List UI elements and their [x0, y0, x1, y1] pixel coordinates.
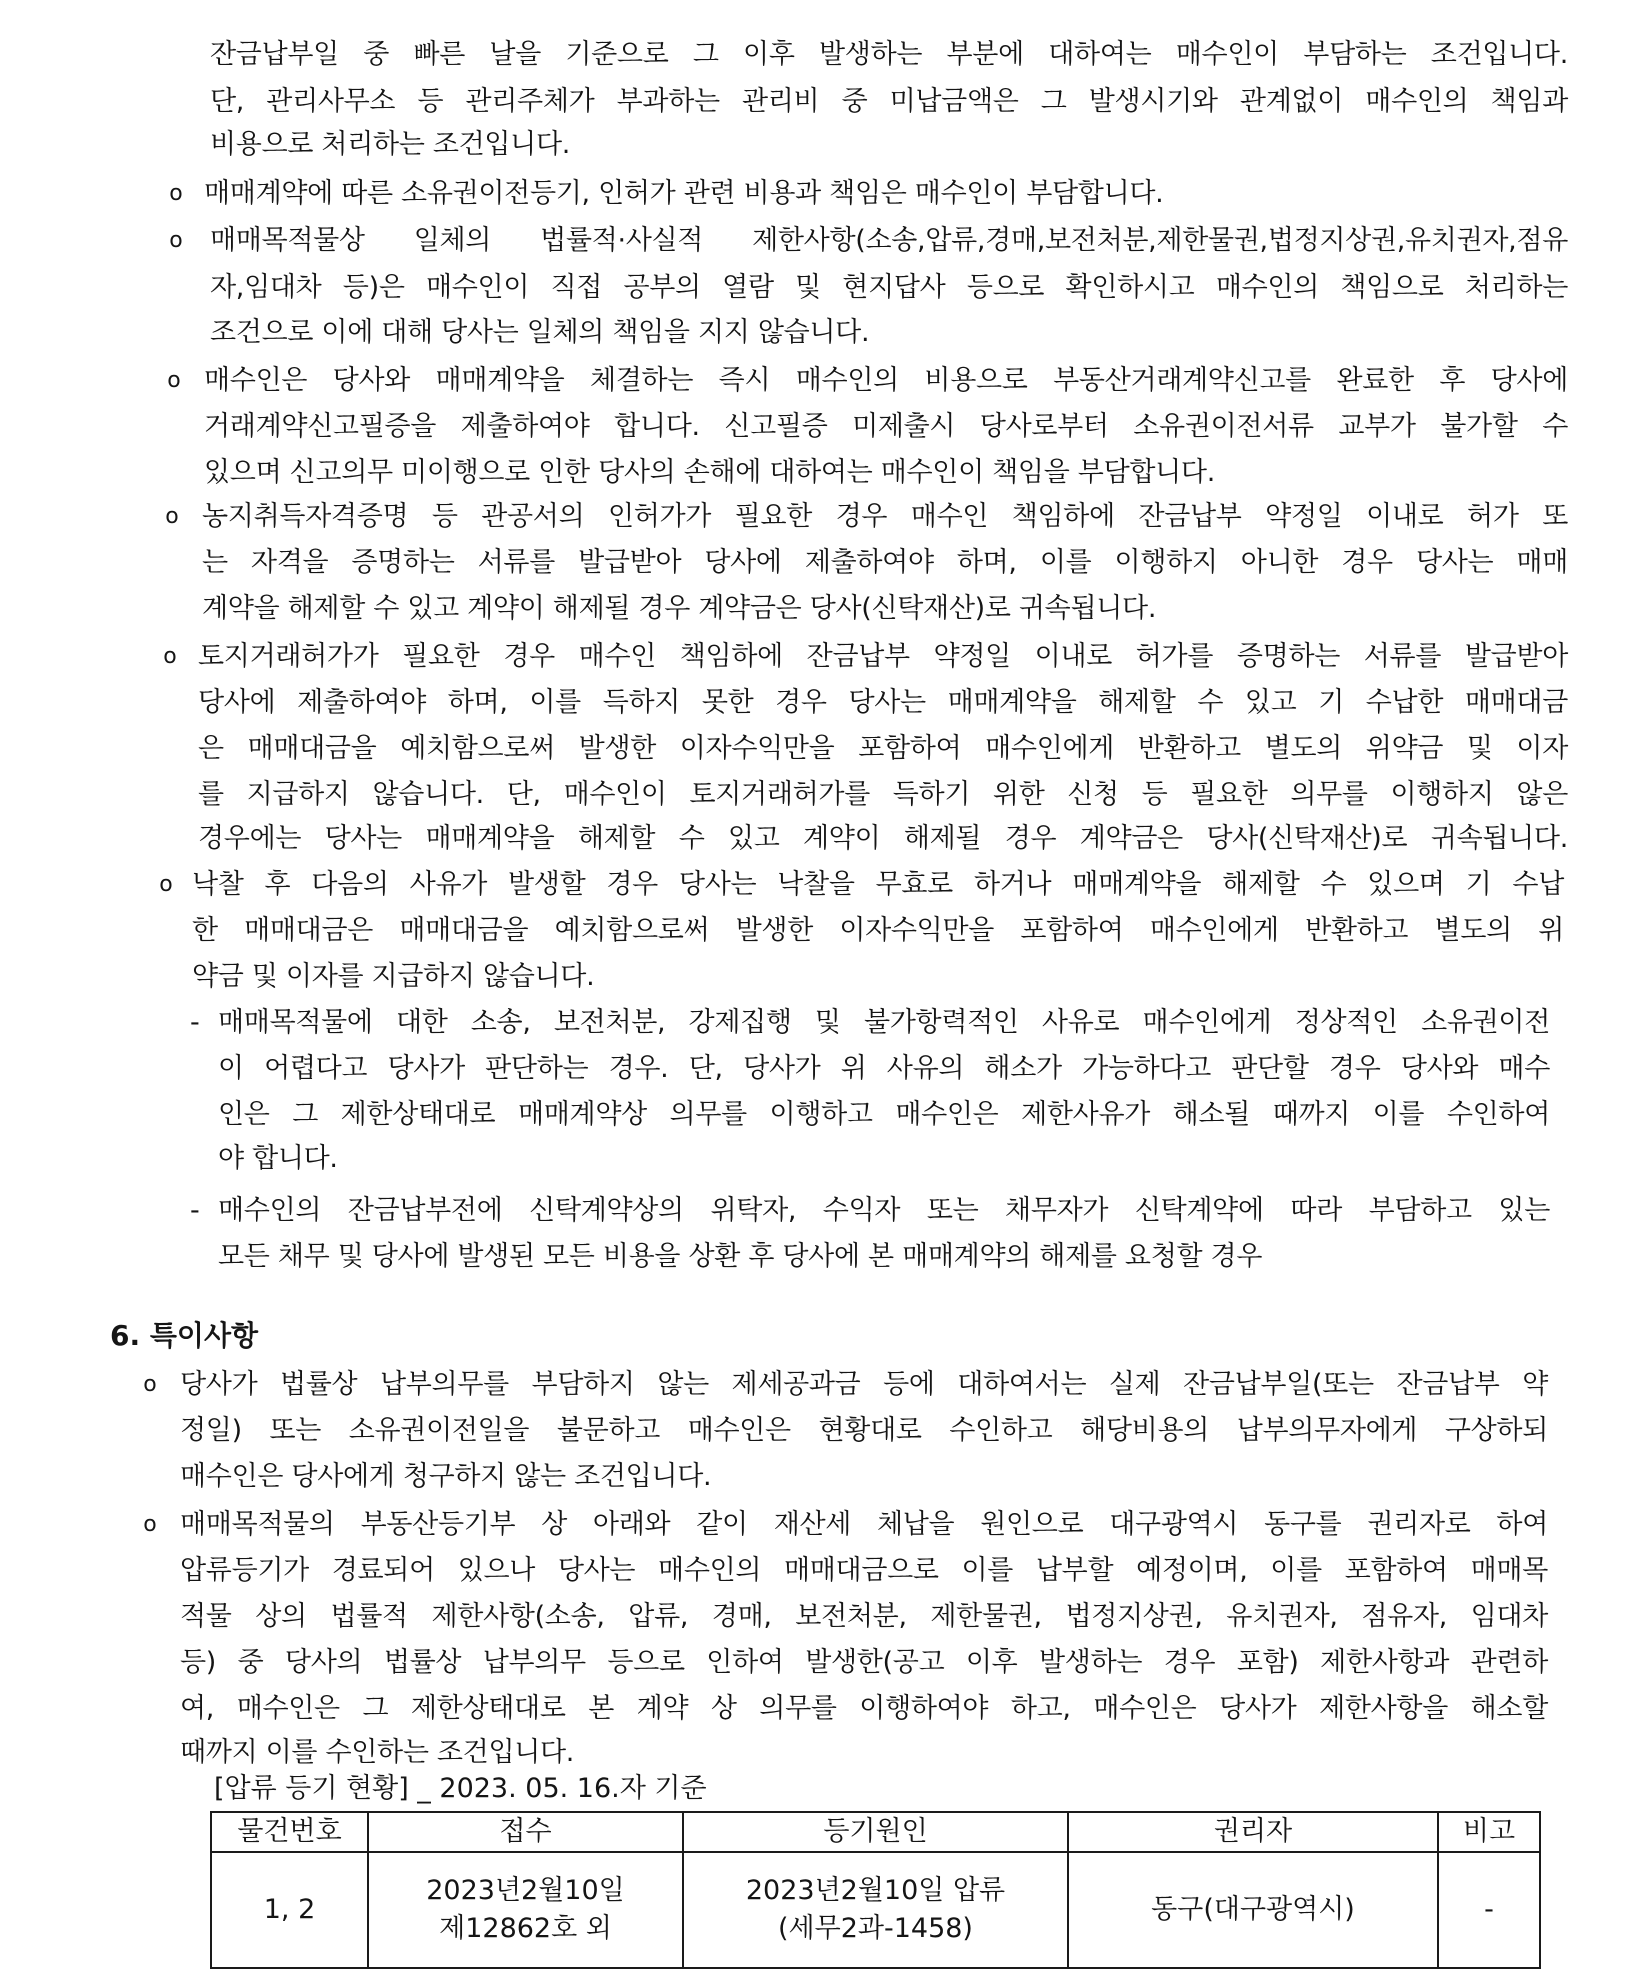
special-clause-line: 매매목적물의 부동산등기부 상 아래와 같이 재산세 체납을 원인으로 대구광역시 동구를 권리자로 하여 [180, 1509, 1548, 1540]
cell-note: - [1438, 1852, 1540, 1968]
cell-holder: 동구(대구광역시) [1068, 1852, 1438, 1968]
table-caption: [압류 등기 현황] _ 2023. 05. 16.자 기준 [214, 1773, 707, 1804]
clause-line: 은 매매대금을 예치함으로써 발생한 이자수익만을 포함하여 매수인에게 반환하고 별도의 위약금 및 이자 [198, 733, 1568, 764]
clause-line: 거래계약신고필증을 제출하여야 합니다. 신고필증 미제출시 당사로부터 소유권이전서류 교부가 불가할 수 [204, 411, 1568, 442]
special-clause-line: 때까지 이를 수인하는 조건입니다. [180, 1737, 575, 1768]
cell-receipt-date: 2023년2월10일 [426, 1875, 625, 1906]
clause-line: 있으며 신고의무 미이행으로 인한 당사의 손해에 대하여는 매수인이 책임을 부담합니다. [204, 457, 1215, 488]
bullet-marker: o [169, 181, 183, 206]
clause-line: 경우에는 당사는 매매계약을 해제할 수 있고 계약이 해제될 경우 계약금은 당사(신탁재산)로 귀속됩니다. [198, 823, 1568, 854]
clause-line: 매매목적물상 일체의 법률적·사실적 제한사항(소송,압류,경매,보전처분,제한물권,법정지상권,유치권자,점유 [210, 225, 1568, 256]
dash-marker: - [190, 1007, 200, 1038]
sub-item-line: 이 어렵다고 당사가 판단하는 경우. 단, 당사가 위 사유의 해소가 가능하다고 판단할 경우 당사와 매수 [218, 1053, 1550, 1084]
clause-line: 조건으로 이에 대해 당사는 일체의 책임을 지지 않습니다. [210, 317, 870, 348]
clause-line: 자,임대차 등)은 매수인이 직접 공부의 열람 및 현지답사 등으로 확인하시고 매수인의 책임으로 처리하는 [210, 272, 1568, 303]
clause-line: 농지취득자격증명 등 관공서의 인허가가 필요한 경우 매수인 책임하에 잔금납부 약정일 이내로 허가 또 [202, 501, 1568, 532]
bullet-marker: o [165, 504, 179, 529]
column-header-item-no: 물건번호 [211, 1812, 368, 1852]
special-clause-line: 적물 상의 법률적 제한사항(소송, 압류, 경매, 보전처분, 제한물권, 법정지상권, 유치권자, 점유자, 임대차 [180, 1601, 1548, 1632]
section-heading: 6. 특이사항 [110, 1319, 259, 1352]
cell-cause-reference: (세무2과-1458) [778, 1913, 973, 1944]
special-clause-line: 등) 중 당사의 법률상 납부의무 등으로 인하여 발생한(공고 이후 발생하는 경우 포함) 제한사항과 관련하 [180, 1647, 1548, 1678]
bullet-marker: o [143, 1372, 157, 1397]
column-header-cause: 등기원인 [683, 1812, 1068, 1852]
bullet-marker: o [159, 872, 173, 897]
cell-receipt [368, 1852, 683, 1968]
cell-item-no: 1, 2 [211, 1852, 368, 1968]
clause-line: 계약을 해제할 수 있고 계약이 해제될 경우 계약금은 당사(신탁재산)로 귀속됩니다. [202, 593, 1157, 624]
clause-line: 는 자격을 증명하는 서류를 발급받아 당사에 제출하여야 하며, 이를 이행하지 아니한 경우 당사는 매매 [202, 547, 1568, 578]
sub-item-line: 매수인의 잔금납부전에 신탁계약상의 위탁자, 수익자 또는 채무자가 신탁계약에 따라 부담하고 있는 [218, 1195, 1550, 1226]
clause-line: 매수인은 당사와 매매계약을 체결하는 즉시 매수인의 비용으로 부동산거래계약신고를 완료한 후 당사에 [204, 365, 1568, 396]
special-clause-line: 당사가 법률상 납부의무를 부담하지 않는 제세공과금 등에 대하여서는 실제 잔금납부일(또는 잔금납부 약 [180, 1369, 1548, 1400]
special-clause-line: 매수인은 당사에게 청구하지 않는 조건입니다. [180, 1461, 712, 1492]
sub-item-line: 모든 채무 및 당사에 발생된 모든 비용을 상환 후 당사에 본 매매계약의 해제를 요청할 경우 [218, 1241, 1263, 1272]
clause-line: 낙찰 후 다음의 사유가 발생할 경우 당사는 낙찰을 무효로 하거나 매매계약을 해제할 수 있으며 기 수납 [192, 869, 1564, 900]
sub-item-line: 인은 그 제한상태대로 매매계약상 의무를 이행하고 매수인은 제한사유가 해소될 때까지 이를 수인하여 [218, 1099, 1550, 1130]
special-clause-line: 압류등기가 경료되어 있으나 당사는 매수인의 매매대금으로 이를 납부할 예정이며, 이를 포함하여 매매목 [180, 1555, 1548, 1586]
bullet-marker: o [167, 368, 181, 393]
cell-receipt-number: 제12862호 외 [439, 1913, 612, 1944]
bullet-marker: o [169, 228, 183, 253]
table-header-row [211, 1812, 1540, 1852]
column-header-note: 비고 [1438, 1812, 1540, 1852]
sub-item-line: 야 합니다. [218, 1143, 338, 1174]
special-clause-line: 여, 매수인은 그 제한상태대로 본 계약 상 의무를 이행하여야 하고, 매수인은 당사가 제한사항을 해소할 [180, 1693, 1548, 1724]
seizure-registry-table [210, 1811, 1541, 1969]
continuation-line: 비용으로 처리하는 조건입니다. [210, 129, 571, 160]
sub-item-line: 매매목적물에 대한 소송, 보전처분, 강제집행 및 불가항력적인 사유로 매수인에게 정상적인 소유권이전 [218, 1007, 1550, 1038]
continuation-line: 단, 관리사무소 등 관리주체가 부과하는 관리비 중 미납금액은 그 발생시기와 관계없이 매수인의 책임과 [210, 86, 1568, 117]
continuation-line: 잔금납부일 중 빠른 날을 기준으로 그 이후 발생하는 부분에 대하여는 매수인이 부담하는 조건입니다. [210, 39, 1568, 70]
clause-line: 약금 및 이자를 지급하지 않습니다. [192, 961, 595, 992]
column-header-receipt: 접수 [368, 1812, 683, 1852]
clause-line: 매매계약에 따른 소유권이전등기, 인허가 관련 비용과 책임은 매수인이 부담합니다. [204, 178, 1164, 209]
clause-line: 한 매매대금은 매매대금을 예치함으로써 발생한 이자수익만을 포함하여 매수인에게 반환하고 별도의 위 [192, 915, 1564, 946]
bullet-marker: o [163, 644, 177, 669]
column-header-holder: 권리자 [1068, 1812, 1438, 1852]
special-clause-line: 정일) 또는 소유권이전일을 불문하고 매수인은 현황대로 수인하고 해당비용의 납부의무자에게 구상하되 [180, 1415, 1548, 1446]
clause-line: 를 지급하지 않습니다. 단, 매수인이 토지거래허가를 득하기 위한 신청 등 필요한 의무를 이행하지 않은 [198, 779, 1568, 810]
dash-marker: - [190, 1195, 200, 1226]
cell-cause [683, 1852, 1068, 1968]
table-row [211, 1852, 1540, 1968]
cell-cause-date: 2023년2월10일 압류 [745, 1875, 1006, 1906]
bullet-marker: o [143, 1512, 157, 1537]
clause-line: 토지거래허가가 필요한 경우 매수인 책임하에 잔금납부 약정일 이내로 허가를 증명하는 서류를 발급받아 [198, 641, 1568, 672]
clause-line: 당사에 제출하여야 하며, 이를 득하지 못한 경우 당사는 매매계약을 해제할 수 있고 기 수납한 매매대금 [198, 687, 1568, 718]
